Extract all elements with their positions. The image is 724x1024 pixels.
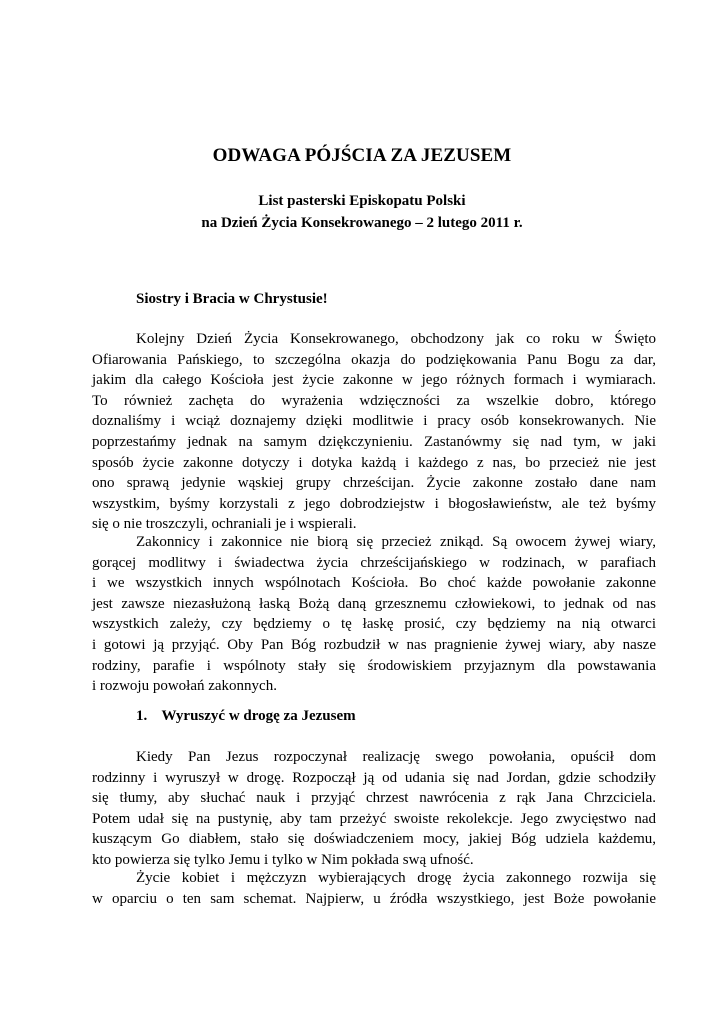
paragraph-line: jest zawsze niezasłużoną łaską Bożą daną grzesznemu człowiekowi, to jednak od nas (92, 595, 656, 612)
section-1-heading (136, 708, 356, 725)
paragraph-line: kto powierza się tylko Jemu i tylko w Nim pokłada swą ufność. (92, 851, 474, 868)
paragraph-1 (92, 329, 656, 535)
paragraph-2 (92, 532, 656, 697)
paragraph-line: i rozwoju powołań zakonnych. (92, 678, 277, 695)
paragraph-line: rodziny, parafie i wspólnoty stały się środowiskiem przyjaznym dla powstawania (92, 657, 656, 674)
document-title: ODWAGA PÓJŚCIA ZA JEZUSEM (212, 145, 512, 166)
paragraph-line: i gotowi ją przyjąć. Oby Pan Bóg rozbudził w nas pragnienie żywej wiary, aby nasze (92, 636, 656, 653)
paragraph-4 (92, 868, 656, 909)
paragraph-line: kuszącym Go diabłem, stało się doświadczeniem mocy, jakiej Bóg udziela każdemu, (92, 831, 656, 848)
subtitle-line-1: List pasterski Episkopatu Polski (258, 193, 466, 209)
paragraph-line: Ofiarowania Pańskiego, to szczególna okazja do podziękowania Panu Bogu za dar, (92, 351, 656, 368)
paragraph-line: wszystkich zależy, czy będziemy o tę łaskę prosić, czy będziemy na nią otwarci (92, 616, 656, 633)
paragraph-line: Życie kobiet i mężczyzn wybierających drogę życia zakonnego rozwija się (136, 870, 656, 886)
subtitle-line-2: na Dzień Życia Konsekrowanego – 2 lutego 2011 r. (201, 215, 523, 231)
paragraph-line: i we wszystkich innych wspólnotach Kościoła. Bo choć każde powołanie zakonne (92, 575, 656, 592)
section-number: 1. (136, 708, 148, 724)
paragraph-line: w oparciu o ten sam schemat. Najpierw, u źródła wszystkiego, jest Boże powołanie (92, 890, 656, 907)
paragraph-line: Kolejny Dzień Życia Konsekrowanego, obchodzony jak co roku w Święto (136, 331, 656, 347)
paragraph-line: się tłumy, aby słuchać nauk i przyjąć chrzest nawrócenia z rąk Jana Chrzciciela. (92, 790, 656, 807)
paragraph-line: Potem udał się na pustynię, aby tam przeżyć swoiste rekolekcje. Jego zwycięstwo nad (92, 810, 656, 827)
paragraph-line: To również zachęta do wyrażenia wdzięczności za wszelkie dobro, którego (92, 392, 656, 409)
paragraph-line: doznaliśmy i wciąż doznajemy dzięki modlitwie i pracy osób konsekrowanych. Nie (92, 413, 656, 430)
paragraph-3 (92, 747, 656, 871)
paragraph-line: ono sprawą jedynie wąskiej grupy chrześcijan. Życie zakonne zostało dane nam (92, 475, 656, 492)
paragraph-line: sposób życie zakonne dotyczy i dotyka każdą i każdego z nas, bo przecież nie jest (92, 454, 656, 471)
paragraph-line: gorącej modlitwy i świadectwa życia chrześcijańskiego w rodzinach, w parafiach (92, 554, 656, 571)
paragraph-line: poprzestańmy jednak na samym dziękczynieniu. Zastanówmy się nad tym, w jaki (92, 433, 656, 450)
section-title: Wyruszyć w drogę za Jezusem (161, 708, 356, 724)
paragraph-line: Kiedy Pan Jezus rozpoczynał realizację swego powołania, opuścił dom (136, 749, 656, 765)
paragraph-line: wszystkim, byśmy korzystali z jego dobrodziejstw i błogosławieństw, ale też byśmy (92, 495, 656, 512)
paragraph-line: się o nie troszczyli, ochraniali je i wspierali. (92, 516, 357, 533)
paragraph-line: Zakonnicy i zakonnice nie biorą się przecież znikąd. Są owocem żywej wiary, (136, 534, 656, 550)
greeting: Siostry i Bracia w Chrystusie! (136, 291, 328, 307)
paragraph-line: rodzinny i wyruszył w drogę. Rozpoczął ją od udania się nad Jordan, gdzie schodziły (92, 769, 656, 786)
paragraph-line: jakim dla całego Kościoła jest życie zakonne w jego różnych formach i wymiarach. (92, 372, 656, 389)
